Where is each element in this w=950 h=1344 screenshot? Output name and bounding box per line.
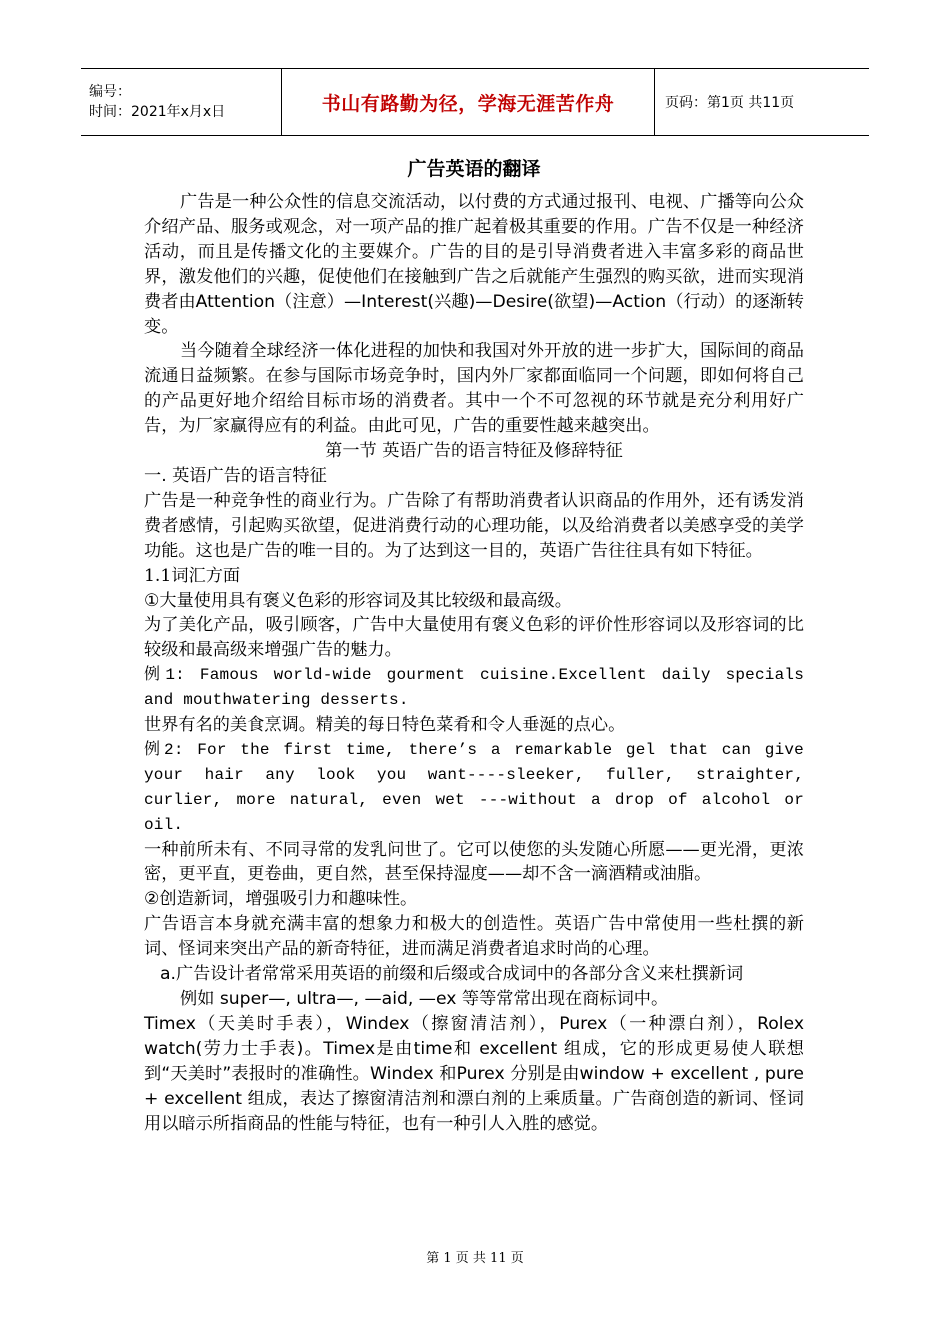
- subsection-paragraph: 广告是一种竞争性的商业行为。广告除了有帮助消费者认识商品的作用外，还有诱发消费者感情，引起购买欲望，促进消费行动的心理功能，以及给消费者以美感享受的美学功能。这也是广告的唯一目的。为了达到这一目的，英语广告往往具有如下特征。: [144, 490, 804, 561]
- item-2-heading: ②创造新词，增强吸引力和趣味性。: [144, 889, 418, 910]
- example-2-translation: 一种前所未有、不同寻常的发乳问世了。它可以使您的头发随心所愿——更光滑，更浓密，更平直，更卷曲，更自然，甚至保持湿度——却不含一滴酒精或油脂。: [144, 839, 804, 885]
- header-motto-cell: [282, 69, 655, 135]
- header-time: 时间：2021年x月x日: [89, 104, 226, 120]
- subsection-heading: 一. 英语广告的语言特征: [144, 465, 327, 486]
- section-title: 第一节 英语广告的语言特征及修辞特征: [325, 441, 623, 462]
- header-page-info-cell: [655, 69, 869, 135]
- example-2: 例2: For the first time, there’s a remarkable gel that can give your hair any look you want----sleeker, fuller, straighter, curlier, more natural, even wet ---without a drop of alcohol or oil.: [144, 740, 804, 834]
- document-body: [144, 150, 804, 1136]
- item-1-paragraph: 为了美化产品，吸引顾客，广告中大量使用有褒义色彩的评价性形容词以及形容词的比较级和最高级来增强广告的魅力。: [144, 615, 804, 661]
- intro-paragraph-2: 当今随着全球经济一体化进程的加快和我国对外开放的进一步扩大，国际间的商品流通日益频繁。在参与国际市场竞争时，国内外厂家都面临同一个问题，即如何将自己的产品更好地介绍给目标市场的消费者。其中一个不可忽视的环节就是充分利用好广告，为厂家赢得应有的利益。由此可见，广告的重要性越来越突出。: [144, 341, 804, 437]
- item-2-paragraph: 广告语言本身就充满丰富的想象力和极大的创造性。英语广告中常使用一些杜撰的新词、怪词来突出产品的新奇特征，进而满足消费者追求时尚的心理。: [144, 914, 804, 960]
- intro-paragraph-1: 广告是一种公众性的信息交流活动，以付费的方式通过报刊、电视、广播等向公众介绍产品、服务或观念，对一项产品的推广起着极其重要的作用。广告不仅是一种经济活动，而且是传播文化的主要媒介。广告的目的是引导消费者进入丰富多彩的商品世界，激发他们的兴趣，促使他们在接触到广告之后就能产生强烈的购买欲，进而实现消费者由Attention（注意）—Interest(兴趣)—Desire(欲望)—Action（行动）的逐渐转变。: [144, 192, 804, 337]
- item-2a-paragraph: Timex（天美时手表），Windex（擦窗清洁剂），Purex（一种漂白剂），Rolex watch(劳力士手表)。Timex是由time和 excellent 组成，它的形成更易使人联想到“天美时”表报时的准确性。Windex 和Purex 分别是由window + excellent , pure + excellent 组成，表达了擦窗清洁剂和漂白剂的上乘质量。广告商创造的新词、怪词用以暗示所指商品的性能与特征，也有一种引人入胜的感觉。: [144, 1013, 804, 1134]
- item-2a-heading: a.广告设计者常常采用英语的前缀和后缀或合成词中的各部分含义来杜撰新词: [160, 964, 744, 985]
- header-motto: 书山有路勤为径，学海无涯苦作舟: [321, 92, 615, 115]
- header-meta: [81, 69, 282, 135]
- document-title: 广告英语的翻译: [407, 158, 541, 180]
- page-footer: 第 1 页 共 11 页: [426, 1251, 524, 1266]
- example-1: 例1: Famous world-wide gourment cuisine.Excellent daily specials and mouthwatering desserts.: [144, 666, 804, 710]
- header-number: 编号：: [89, 84, 131, 100]
- heading-1-1: 1.1词汇方面: [144, 565, 241, 586]
- document-header: [81, 68, 869, 136]
- item-1-heading: ①大量使用具有褒义色彩的形容词及其比较级和最高级。: [144, 590, 572, 611]
- header-page-info: 页码：第1页 共11页: [665, 95, 795, 111]
- example-1-translation: 世界有名的美食烹调。精美的每日特色菜肴和令人垂涎的点心。: [144, 715, 626, 736]
- item-2a-example: 例如 super—, ultra—, —aid, —ex 等等常常出现在商标词中。: [180, 989, 669, 1009]
